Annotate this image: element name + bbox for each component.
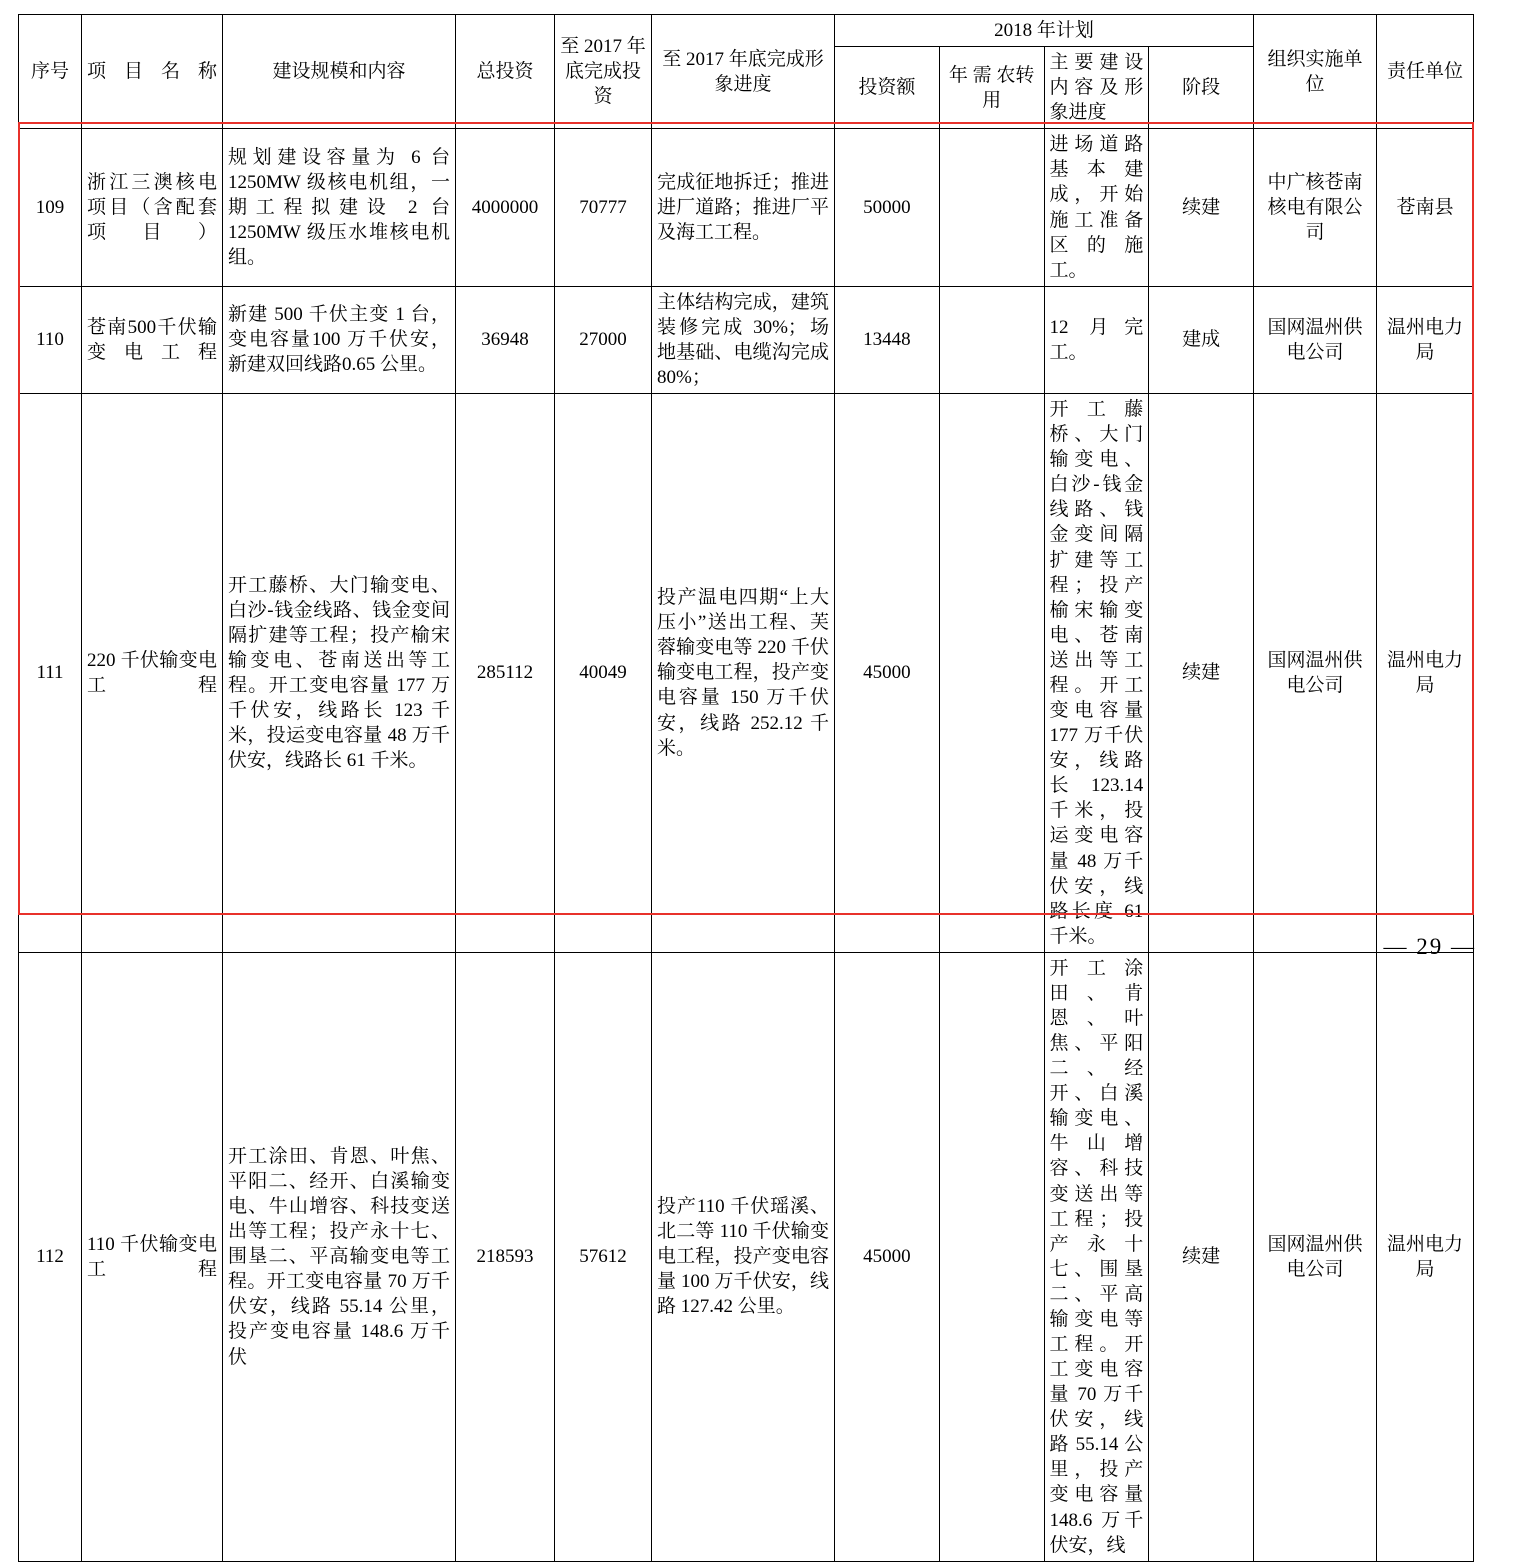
cell-done-by-2017: 27000: [555, 286, 652, 393]
cell-progress-by-2017: 投产温电四期“上大压小”送出工程、芙蓉输变电等 220 千伏输变电工程，投产变电容量 150 万千伏安，线路 252.12 千米。: [652, 394, 835, 953]
cell-seq: 109: [19, 129, 82, 286]
cell-project-name: 苍南500千伏输变电工程: [82, 286, 223, 393]
cell-progress-by-2017: 投产110 千伏瑶溪、北二等 110 千伏输变电工程，投产变电容量 100 万千伏安，线路 127.42 公里。: [652, 952, 835, 1561]
table-row: [19, 952, 1474, 1561]
cell-land-conversion: [939, 394, 1044, 953]
cell-invest-amount: 13448: [835, 286, 940, 393]
header-stage: 阶段: [1149, 47, 1254, 129]
cell-scale-content: 开工藤桥、大门输变电、白沙-钱金线路、钱金变间隔扩建等工程；投产榆宋输变电、苍南送出等工程。开工变电容量 177 万千伏安，线路长 123 千米，投运变电容量 48 万千伏安，线路长 61 千米。: [223, 394, 456, 953]
header-land-conversion: 年 需 农转用: [939, 47, 1044, 129]
cell-total-investment: 218593: [456, 952, 555, 1561]
header-progress-by-2017: 至 2017 年底完成形象进度: [652, 15, 835, 129]
construction-plan-table: [18, 14, 1474, 1562]
cell-done-by-2017: 70777: [555, 129, 652, 286]
header-done-by-2017: 至 2017 年底完成投资: [555, 15, 652, 129]
cell-scale-content: 规划建设容量为 6 台 1250MW 级核电机组，一期工程拟建设 2 台 1250MW 级压水堆核电机组。: [223, 129, 456, 286]
cell-land-conversion: [939, 129, 1044, 286]
cell-progress-by-2017: 完成征地拆迁；推进进厂道路；推进厂平及海工工程。: [652, 129, 835, 286]
header-main-content: 主要建设内容及形象进度: [1044, 47, 1149, 129]
cell-main-content: 进场道路基本建成，开始施工准备区的施工。: [1044, 129, 1149, 286]
header-invest-amount: 投资额: [835, 47, 940, 129]
cell-stage: 建成: [1149, 286, 1254, 393]
cell-seq: 112: [19, 952, 82, 1561]
table-header: [19, 15, 1474, 129]
cell-org-unit: 中广核苍南核电有限公司: [1254, 129, 1377, 286]
cell-resp-unit: 温州电力局: [1377, 394, 1474, 953]
cell-done-by-2017: 40049: [555, 394, 652, 953]
cell-main-content: 12 月完工。: [1044, 286, 1149, 393]
cell-stage: 续建: [1149, 129, 1254, 286]
cell-land-conversion: [939, 286, 1044, 393]
cell-resp-unit: 温州电力局: [1377, 952, 1474, 1561]
table-row: [19, 129, 1474, 286]
cell-total-investment: 4000000: [456, 129, 555, 286]
header-row-1: [19, 15, 1474, 47]
cell-invest-amount: 45000: [835, 394, 940, 953]
cell-total-investment: 285112: [456, 394, 555, 953]
cell-scale-content: 开工涂田、肯恩、叶焦、平阳二、经开、白溪输变电、牛山增容、科技变送出等工程；投产永十七、围垦二、平高输变电等工程。开工变电容量 70 万千伏安，线路 55.14 公里，投产变电容量 148.6 万千伏: [223, 952, 456, 1561]
header-project-name: 项目名称: [82, 15, 223, 129]
cell-resp-unit: 温州电力局: [1377, 286, 1474, 393]
table-body: [19, 129, 1474, 1561]
cell-invest-amount: 50000: [835, 129, 940, 286]
header-plan-2018: 2018 年计划: [835, 15, 1254, 47]
cell-main-content: 开工涂田、肯恩、叶焦、平阳二、经开、白溪输变电、牛山增容、科技变送出等工程；投产永十七、围垦二、平高输变电等工程。开工变电容量 70 万千伏安，线路 55.14 公里，投产变电容量 148.6 万千伏安，线: [1044, 952, 1149, 1561]
header-resp-unit: 责任单位: [1377, 15, 1474, 129]
cell-stage: 续建: [1149, 952, 1254, 1561]
table-row: [19, 286, 1474, 393]
cell-done-by-2017: 57612: [555, 952, 652, 1561]
cell-total-investment: 36948: [456, 286, 555, 393]
cell-stage: 续建: [1149, 394, 1254, 953]
header-scale-content: 建设规模和内容: [223, 15, 456, 129]
cell-scale-content: 新建 500 千伏主变 1 台，变电容量100 万千伏安，新建双回线路0.65 公里。: [223, 286, 456, 393]
cell-org-unit: 国网温州供电公司: [1254, 952, 1377, 1561]
cell-land-conversion: [939, 952, 1044, 1561]
page-number: — 29 —: [1383, 934, 1476, 959]
cell-invest-amount: 45000: [835, 952, 940, 1561]
cell-seq: 110: [19, 286, 82, 393]
cell-progress-by-2017: 主体结构完成，建筑装修完成 30%；场地基础、电缆沟完成 80%；: [652, 286, 835, 393]
cell-project-name: 浙江三澳核电项目（含配套项目）: [82, 129, 223, 286]
header-total-investment: 总投资: [456, 15, 555, 129]
cell-project-name: 110 千伏输变电工程: [82, 952, 223, 1561]
cell-project-name: 220 千伏输变电工程: [82, 394, 223, 953]
table-row: [19, 394, 1474, 953]
header-seq: 序号: [19, 15, 82, 129]
cell-org-unit: 国网温州供电公司: [1254, 394, 1377, 953]
cell-seq: 111: [19, 394, 82, 953]
cell-org-unit: 国网温州供电公司: [1254, 286, 1377, 393]
cell-main-content: 开工藤桥、大门输变电、白沙-钱金线路、钱金变间隔扩建等工程；投产榆宋输变电、苍南送出等工程。开工变电容量 177 万千伏安，线路长 123.14 千米，投运变电容量 48 万千伏安，线路长度 61 千米。: [1044, 394, 1149, 953]
header-org-unit: 组织实施单位: [1254, 15, 1377, 129]
cell-resp-unit: 苍南县: [1377, 129, 1474, 286]
